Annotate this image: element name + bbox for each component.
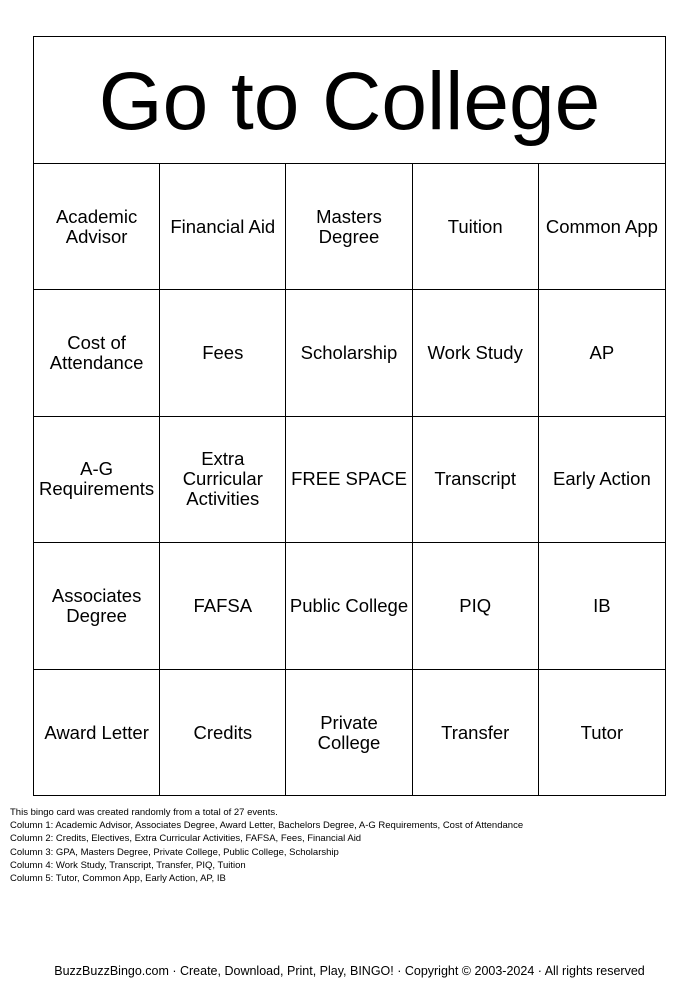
bingo-cell: Associates Degree <box>34 543 160 669</box>
bingo-cell: Work Study <box>413 290 539 416</box>
bingo-cell: A-G Requirements <box>34 417 160 543</box>
bingo-cell: IB <box>539 543 665 669</box>
bingo-cell: Academic Advisor <box>34 164 160 290</box>
bingo-cell: Scholarship <box>286 290 412 416</box>
bingo-cell: Early Action <box>539 417 665 543</box>
bingo-cell: Fees <box>160 290 286 416</box>
bingo-cell: Tutor <box>580 721 624 743</box>
bingo-cell: FAFSA <box>160 543 286 669</box>
title-row <box>34 37 665 164</box>
bingo-cell: AP <box>539 290 665 416</box>
bingo-cell: Cost of Attendance <box>34 290 160 416</box>
notes-line: This bingo card was created randomly from a total of 27 events. <box>10 807 278 818</box>
bingo-card <box>33 36 666 796</box>
bingo-cell: Public College <box>286 543 412 669</box>
bingo-cell: Masters Degree <box>286 164 412 290</box>
notes-line: Column 5: Tutor, Common App, Early Action, AP, IB <box>10 873 226 885</box>
notes-line: Column 3: GPA, Masters Degree, Private College, Public College, Scholarship <box>10 846 339 858</box>
bingo-cell: Award Letter <box>34 670 160 796</box>
bingo-cell: Common App <box>539 164 665 290</box>
free-space-cell: FREE SPACE <box>286 417 412 543</box>
notes-line: Column 1: Academic Advisor, Associates Degree, Award Letter, Bachelors Degree, A-G Requirements, Cost of Attendance <box>10 820 524 832</box>
bingo-cell: Transfer <box>413 670 539 796</box>
bingo-cell: Credits <box>160 670 286 796</box>
bingo-cell: Extra Curricular Activities <box>160 417 286 543</box>
card-title: Go to College <box>98 56 601 147</box>
bingo-cell: Tuition <box>413 164 539 290</box>
bingo-cell: Transcript <box>413 417 539 543</box>
bingo-cell: Financial Aid <box>160 164 286 290</box>
footer-copyright: BuzzBuzzBingo.com · Create, Download, Print, Play, BINGO! · Copyright © 2003-2024 · All rights reserved <box>54 964 645 978</box>
bingo-grid <box>34 164 665 796</box>
bingo-cell: Private College <box>286 670 412 796</box>
card-notes <box>10 806 523 885</box>
notes-line: Column 4: Work Study, Transcript, Transfer, PIQ, Tuition <box>10 859 246 871</box>
bingo-cell: PIQ <box>413 543 539 669</box>
notes-line: Column 2: Credits, Electives, Extra Curricular Activities, FAFSA, Fees, Financial Aid <box>10 833 362 845</box>
